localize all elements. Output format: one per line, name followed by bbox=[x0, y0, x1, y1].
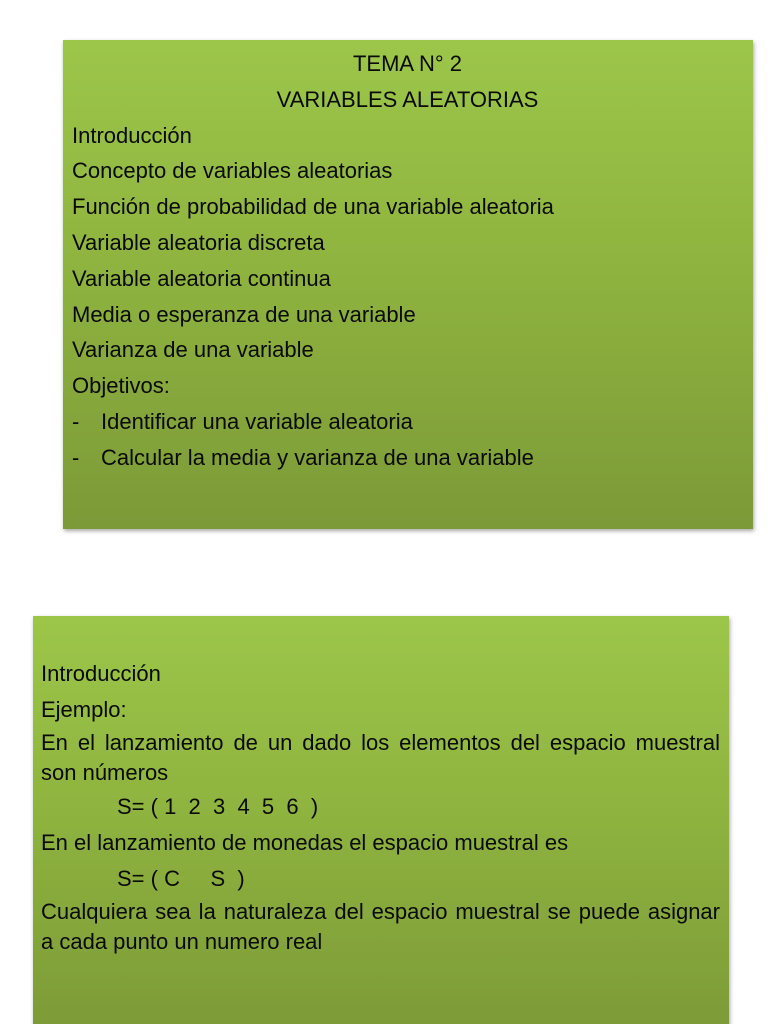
sample-space-coin: S= ( C S ) bbox=[117, 866, 245, 891]
list-item: Variable aleatoria continua bbox=[72, 265, 331, 291]
slide-subtitle: VARIABLES ALEATORIAS bbox=[276, 86, 539, 112]
objective-text: Identificar una variable aleatoria bbox=[101, 408, 413, 434]
list-item: Introducción bbox=[72, 122, 192, 148]
sample-space-die: S= ( 1 2 3 4 5 6 ) bbox=[117, 794, 319, 819]
example-label: Ejemplo: bbox=[41, 697, 127, 722]
dash-bullet: - bbox=[72, 444, 80, 470]
objective-text: Calcular la media y varianza de una variable bbox=[101, 444, 534, 470]
objective-item bbox=[72, 404, 743, 440]
paragraph-coin-example: En el lanzamiento de monedas el espacio muestral es bbox=[41, 830, 569, 855]
list-item: Función de probabilidad de una variable aleatoria bbox=[72, 194, 554, 220]
paragraph-die-example: En el lanzamiento de un dado los elementos del espacio muestral son números bbox=[41, 730, 720, 785]
section-heading: Introducción bbox=[41, 661, 161, 686]
paragraph-conclusion: Cualquiera sea la naturaleza del espacio muestral se puede asignar a cada punto un numero real bbox=[41, 899, 720, 954]
objective-item bbox=[72, 440, 743, 476]
slide-title: TEMA N° 2 bbox=[352, 51, 463, 76]
list-item: Variable aleatoria discreta bbox=[72, 229, 325, 255]
slide-introduction bbox=[33, 616, 729, 1024]
list-item: Media o esperanza de una variable bbox=[72, 301, 416, 327]
dash-bullet: - bbox=[72, 408, 80, 434]
list-item: Concepto de variables aleatorias bbox=[72, 158, 393, 184]
list-item: Varianza de una variable bbox=[72, 337, 314, 363]
objectives-label: Objetivos: bbox=[72, 373, 170, 399]
slide-topic-2 bbox=[63, 40, 753, 529]
